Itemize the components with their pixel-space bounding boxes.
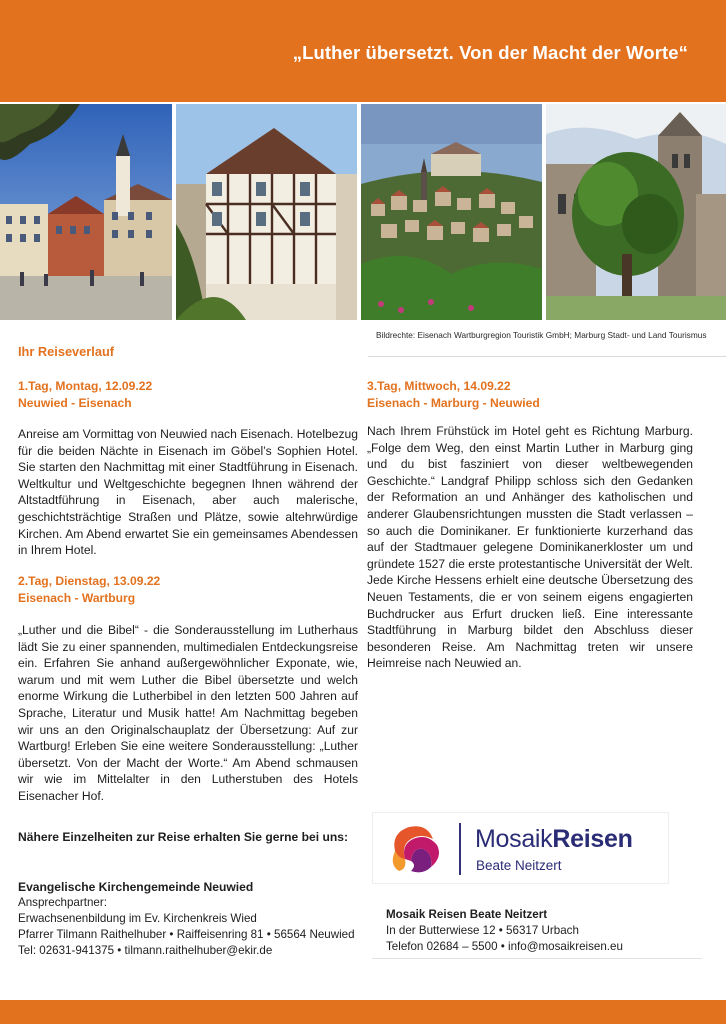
logo-brand-light: Mosaik: [475, 825, 553, 853]
divider: [372, 958, 702, 959]
mosaik-reisen-logo: [372, 812, 669, 884]
agency-block: [386, 907, 623, 956]
day2-route: Eisenach - Wartburg: [18, 590, 136, 605]
day3-text: Nach Ihrem Frühstück im Hotel geht es Richtung Marburg. „Folge dem Weg, den einst Martin Luther in Marburg ging und du bist fasziniert von dieser weltbewegenden Geschichte.“ Landgraf Philipp schloss sich den Gedanken der Reformation an und Anhänger des katholischen und anderer Glaubensrichtungen mussten die Stadt verlassen – so auch die Dominikaner. Er funktionierte kurzerhand das auf der Stadtmauer gelegene Dominikanerkloster um und gründete 1527 die erste protestantische Universität der Welt. Jede Kirche Hessens erhielt eine deutsche Übersetzung des Neuen Testaments, die er von seinem eigens engagierten Buchdrucker aus Erfurt drucken ließ. Eine interessante Stadtführung in Marburg bildet den Abschluss dieser besonderen Reise. Am Nachmittag treten wir unsere Heimreise nach Neuwied an.: [367, 424, 693, 671]
logo-brand-bold: Reisen: [552, 825, 633, 853]
photo-eisenach-market: [0, 104, 172, 320]
image-credits: Bildrechte: Eisenach Wartburgregion Touristik GmbH; Marburg Stadt- und Land Tourismus: [368, 326, 726, 357]
agency-address: In der Butterwiese 12 • 56317 Urbach: [386, 924, 579, 938]
organizer-name: Evangelische Kirchengemeinde Neuwied: [18, 880, 254, 894]
photo-strip: [0, 104, 726, 320]
photo-marburg: [361, 104, 542, 320]
day3-route: Eisenach - Marburg - Neuwied: [367, 395, 540, 410]
day2-title: 2.Tag, Dienstag, 13.09.22: [18, 574, 161, 588]
mosaik-logo-mark-icon: [387, 821, 445, 877]
organizer-line1: Ansprechpartner:: [18, 896, 107, 909]
day1-route: Neuwied - Eisenach: [18, 395, 132, 410]
agency-name: Mosaik Reisen Beate Neitzert: [386, 908, 548, 921]
photo-church: [546, 104, 726, 320]
organizer-line4[interactable]: Tel: 02631-941375 • tilmann.raithelhuber@ekir.de: [18, 944, 273, 957]
day3-title: 3.Tag, Mittwoch, 14.09.22: [367, 379, 511, 393]
day1-heading: [18, 378, 358, 411]
agency-phone[interactable]: Telefon 02684 – 5500 • info@mosaikreisen.eu: [386, 940, 623, 954]
contact-heading: Nähere Einzelheiten zur Reise erhalten Sie gerne bei uns:: [18, 830, 348, 844]
organizer-block: [18, 879, 355, 959]
page-title: „Luther übersetzt. Von der Macht der Worte“: [292, 42, 688, 63]
day3-heading: [367, 378, 693, 411]
itinerary-heading: Ihr Reiseverlauf: [18, 344, 115, 359]
day1-title: 1.Tag, Montag, 12.09.22: [18, 379, 153, 393]
organizer-line3: Pfarrer Tilmann Raithelhuber • Raiffeisenring 81 • 56564 Neuwied: [18, 928, 355, 941]
logo-brand: [475, 825, 633, 854]
logo-divider: [459, 823, 461, 875]
photo-lutherhaus: [176, 104, 357, 320]
organizer-line2: Erwachsenenbildung im Ev. Kirchenkreis Wied: [18, 912, 257, 925]
day1-text: Anreise am Vormittag von Neuwied nach Eisenach. Hotelbezug für die beiden Nächte in Eisenach im Göbel’s Sophien Hotel. Sie starten den Nachmittag mit einer Stadtführung in Eisenach. Weltkultur und Weltgeschichte begegnen Ihnen während der Altstadtführung in Eisenach, aber auch malerische, geschichtsträchtige Straßen und Plätze, sowie altehrwürdige Kirchen. Am Abend erwartet Sie ein gemeinsames Abendessen in Ihrem Hotel.: [18, 427, 358, 558]
header-band: [0, 0, 726, 102]
day2-text: „Luther und die Bibel“ - die Sonderausstellung im Lutherhaus lädt Sie zu einer spannenden, multimedialen Entdeckungsreise ein. Erfahren Sie anhand außergewöhnlicher Exponate, wie, warum und mit wem Luther die Bibel übersetzte und welch enorme Wirkung die Lutherbibel in den letzten 500 Jahren auf Sprache, Literatur und Musik hatte! Am Nachmittag begeben wir uns an den Originalschauplatz der Übersetzung: Auf zur Wartburg! Erleben Sie eine weitere Sonderausstellung: „Luther übersetzt. Von der Macht der Worte.“ Am Abend schmausen wir wie im Mittelalter in den Lutherstuben des Hotels Eisenacher Hof.: [18, 623, 358, 803]
logo-subtitle: Beate Neitzert: [476, 858, 562, 873]
day2-heading: [18, 573, 358, 606]
footer-band: [0, 1000, 726, 1024]
